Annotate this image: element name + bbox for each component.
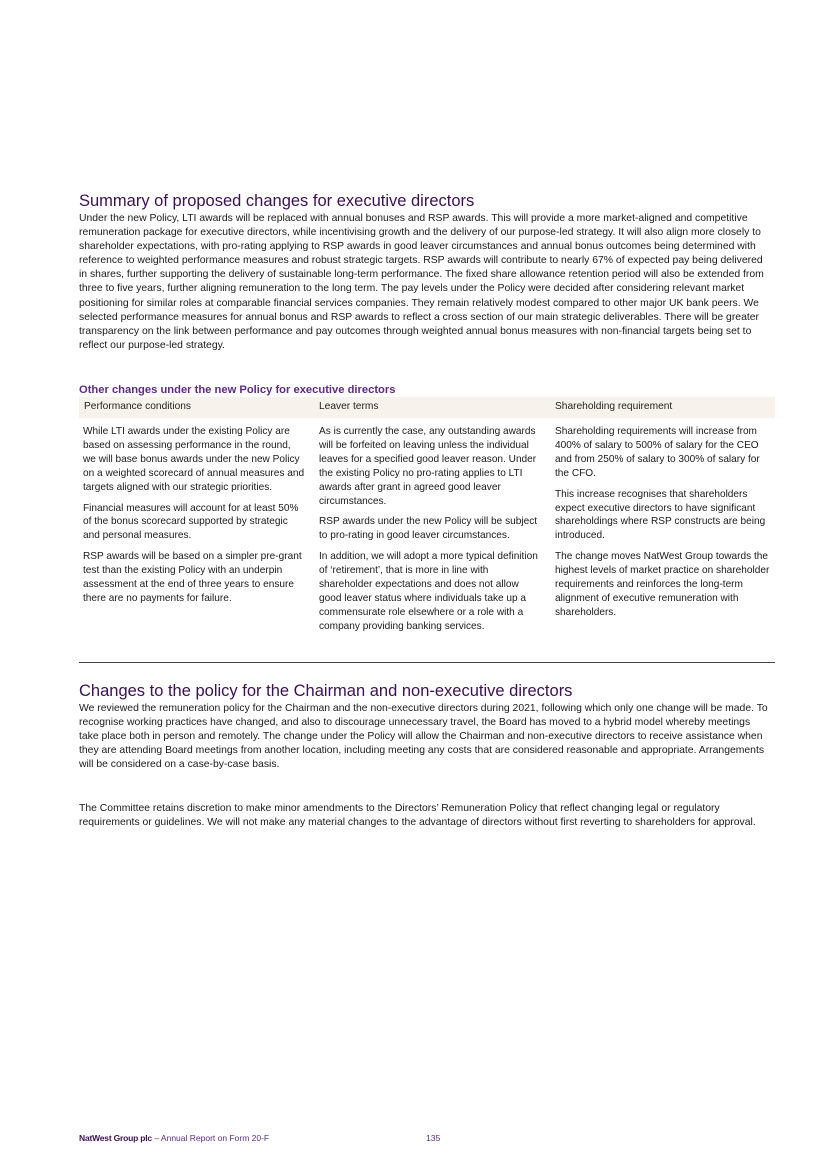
footer-report-title: – Annual Report on Form 20-F	[151, 1133, 270, 1143]
chairman-ned-body-2: The Committee retains discretion to make minor amendments to the Directors’ Remuneration Policy that reflect changing legal or regulatory requirements or guidelines. We will not make any material changes to the advantage of directors without first reverting to shareholders for approval.	[79, 803, 756, 829]
table-header-shareholding-requirement: Shareholding requirement	[555, 401, 673, 412]
table-cell-paragraph: While LTI awards under the existing Policy are based on assessing performance in the round, we will base bonus awards under the new Policy on a weighted scorecard of annual measures and targets aligned with our strategic priorities.	[83, 426, 305, 493]
table-column-performance-conditions	[83, 425, 305, 613]
executive-changes-body: Under the new Policy, LTI awards will be replaced with annual bonuses and RSP awards. This will provide a more market-aligned and competitive remuneration package for executive directors, while incentivising growth and the delivery of our purpose-led strategy. It will also align more closely to shareholder expectations, with pro-rating applying to RSP awards in good leaver circumstances and annual bonus outcomes being determined with reference to weighted performance measures and robust strategic targets. RSP awards will contribute to nearly 67% of expected pay being delivered in shares, further supporting the delivery of sustainable long-term performance. The fixed share allowance retention period will also be extended from three to five years, further aligning remuneration to the long term. The pay levels under the Policy were decided after considering relevant market positioning for similar roles at comparable financial services companies. They remain relatively modest compared to other major UK bank peers. We selected performance measures for annual bonus and RSP awards to reflect a cross section of our main strategic deliverables. There will be greater transparency on the link between performance and pay outcomes through weighted annual bonus measures with non-financial targets being set to reflect our purpose-led strategy.	[79, 213, 764, 351]
table-cell-paragraph: In addition, we will adopt a more typical definition of ‘retirement’, that is more in line with shareholder expectations and does not allow good leaver status where individuals take up a commensurate role elsewhere or a role with a company providing banking services.	[319, 551, 538, 632]
chairman-ned-body-1: We reviewed the remuneration policy for the Chairman and the non-executive directors during 2021, following which only one change will be made. To recognise working practices have changed, and also to discourage unnecessary travel, the Board has moved to a hybrid model whereby meetings take place both in person and remotely. The change under the Policy will allow the Chairman and non-executive directors to receive assistance when they are attending Board meetings from another location, including meeting any costs that are considered reasonable and appropriate. Arrangements will be considered on a case-by-case basis.	[79, 703, 768, 771]
table-cell-paragraph: RSP awards will be based on a simpler pre-grant test than the existing Policy with an underpin assessment at the end of three years to ensure there are no payments for failure.	[83, 551, 302, 604]
table-cell-paragraph: This increase recognises that shareholders expect executive directors to have significant shareholdings where RSP constructs are being introduced.	[555, 488, 766, 542]
table-title: Other changes under the new Policy for executive directors	[79, 384, 396, 396]
table-column-shareholding-requirement	[555, 425, 773, 627]
table-header-row	[79, 397, 775, 418]
table-cell-paragraph: RSP awards under the new Policy will be subject to pro-rating in good leaver circumstances.	[319, 516, 538, 542]
table-cell-paragraph: The change moves NatWest Group towards the highest levels of market practice on shareholder requirements and reinforces the long-term alignment of executive remuneration with shareholders.	[555, 551, 770, 618]
table-cell-paragraph: Shareholding requirements will increase from 400% of salary to 500% of salary for the CEO and from 250% of salary to 300% of salary for the CFO.	[555, 426, 760, 479]
page-number: 135	[426, 1133, 441, 1143]
table-header-leaver-terms: Leaver terms	[319, 401, 379, 412]
table-cell-paragraph: Financial measures will account for at least 50% of the bonus scorecard supported by strategic and personal measures.	[83, 502, 299, 542]
section-title-chairman-ned-changes: Changes to the policy for the Chairman and non-executive directors	[79, 682, 573, 700]
footer-brand: NatWest Group plc	[79, 1133, 152, 1143]
footer	[79, 1133, 269, 1143]
table-cell-paragraph: As is currently the case, any outstanding awards will be forfeited on leaving unless the individual leaves for a specified good leaver reason. Under the existing Policy no pro-rating applies to LTI awards after grant in agreed good leaver circumstances.	[319, 426, 537, 507]
table-bottom-rule	[79, 662, 775, 663]
section-title-executive-changes: Summary of proposed changes for executive directors	[79, 192, 475, 210]
table-header-performance-conditions: Performance conditions	[84, 401, 192, 412]
table-column-leaver-terms	[319, 425, 541, 641]
